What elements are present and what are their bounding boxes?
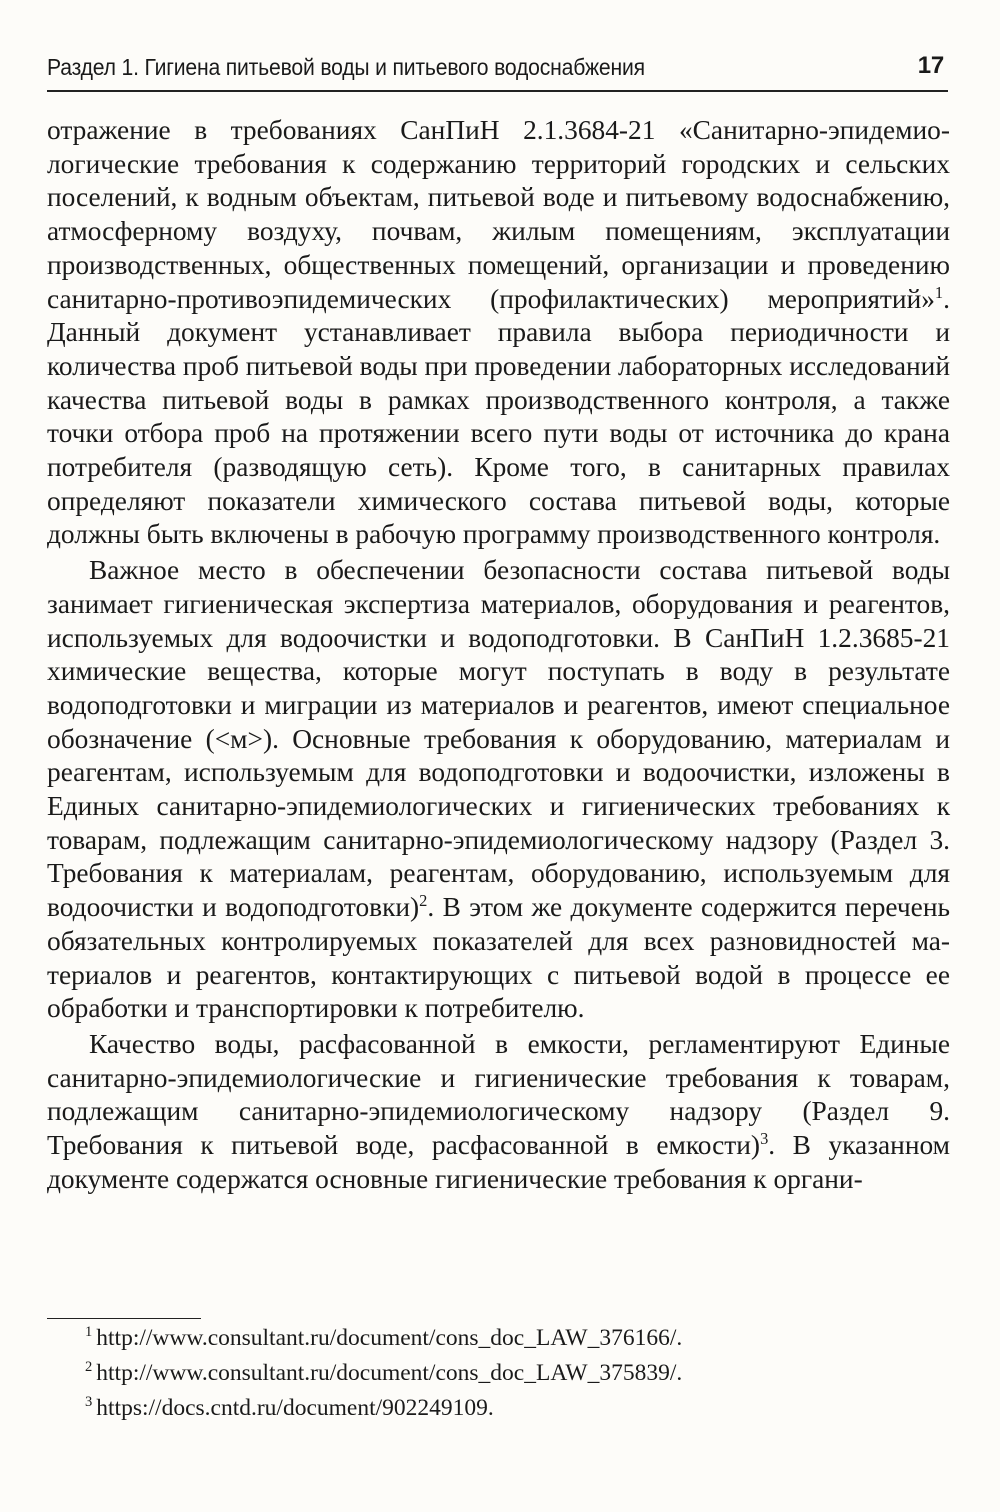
page-number: 17 (917, 52, 944, 79)
footnote-link[interactable]: http://www.consultant.ru/document/cons_doc_LAW_376166/. (96, 1325, 683, 1351)
footnote (85, 1321, 945, 1356)
footnote (85, 1391, 945, 1426)
paragraph-text: . В указанном документе содержатся основные гигиенические требования к органи- (47, 1130, 951, 1194)
footnote-mark: 2 (85, 1359, 93, 1376)
main-text (47, 114, 950, 1197)
footnote-mark: 3 (85, 1394, 93, 1411)
footnote-ref: 2 (419, 891, 428, 911)
paragraph-text: отражение в требованиях СанПиН 2.1.3684-21 «Санитарно-эпидемиологические требования к содержанию территорий городских и сельских поселений, к водным объектам, питьевой воде и питьевому водоснабжению, атмосферному воздуху, почвам, жилым помещениям, эксплуатации производственных, общественных помещений, организации и проведению санитарно-противоэпидемических (профилактических) мероприятий» (47, 115, 950, 314)
footnote-divider (47, 1318, 201, 1319)
section-title: Раздел 1. Гигиена питьевой воды и питьевого водоснабжения (47, 54, 645, 80)
paragraph (47, 114, 950, 552)
footnote-ref: 3 (760, 1128, 769, 1148)
footnote-mark: 1 (85, 1324, 93, 1341)
footnote-link[interactable]: https://docs.cntd.ru/document/902249109. (96, 1395, 494, 1421)
running-header (47, 52, 948, 92)
footnote (85, 1356, 945, 1391)
footnote-link[interactable]: http://www.consultant.ru/document/cons_doc_LAW_375839/. (96, 1360, 683, 1386)
paragraph-text: . Данный документ устанавливает правила выбора периодичности и количества проб питьевой воды при проведении лабораторных исследований качества питьевой воды в рамках производственного контроля, а также точки отбора проб на протяжении всего пути воды от источника до крана потребителя (разводящую сеть). Кроме того, в санитарных правилах определяют показатели химического состава питьевой воды, которые должны быть включены в рабочую программу производственного контроля. (47, 283, 950, 550)
paragraph-text: Качество воды, расфасованной в емкости, регламентируют Единые санитарно-эпидемиологические и гигиенические требования к товарам, подлежащим санитарно-эпидемиологическому надзору (Раздел 9. Требования к питьевой воде, расфасованной в емкости) (47, 1028, 950, 1161)
paragraph (47, 1028, 950, 1197)
paragraph-text: . В этом же документе содержится перечень обязательных контролируемых показателей для всех разновидностей материалов и реагентов, контактирующих с питьевой водой в процессе ее обработки и транспортировки к потребителю. (47, 892, 950, 1024)
paragraph-text: Важное место в обеспечении безопасности состава питьевой воды занимает гигиеническая экспертиза материалов, оборудования и реагентов, используемых для водоочистки и водоподготовки. В СанПиН 1.2.3685-21 химические вещества, которые могут поступать в воду в результате водоподготовки и миграции из материалов и реагентов, имеют специальное обозначение (<м>). Основные требования к оборудованию, материалам и реагентам, используемым для водоподготовки и водоочистки, изложены в Единых санитарно-эпидемиологических и гигиенических требованиях к товарам, подлежащим санитарно-эпидемиологическому надзору (Раздел 3. Требования к материалам, реагентам, оборудованию, используемым для водоочистки и водоподготовки) (47, 555, 950, 923)
footnote-ref: 1 (934, 282, 944, 302)
footnotes (85, 1321, 945, 1426)
paragraph (47, 554, 950, 1026)
